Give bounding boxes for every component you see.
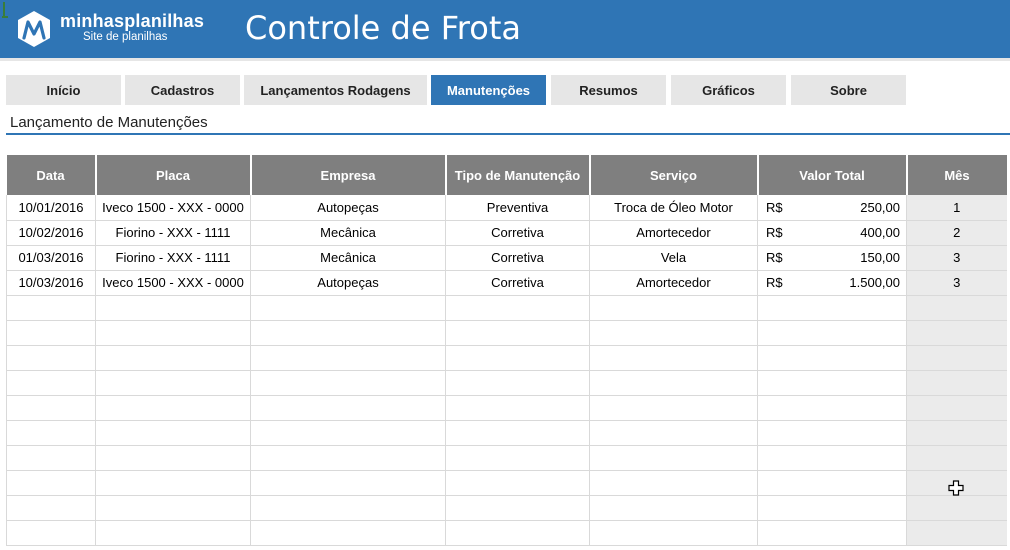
- empty-cell[interactable]: [590, 445, 758, 470]
- empty-row: [7, 420, 1007, 445]
- column-header-mes[interactable]: Mês: [907, 155, 1007, 195]
- empty-cell[interactable]: [590, 520, 758, 545]
- cell-servico[interactable]: Amortecedor: [590, 270, 758, 295]
- column-header-data[interactable]: Data: [7, 155, 96, 195]
- empty-cell[interactable]: [590, 420, 758, 445]
- empty-cell[interactable]: [251, 295, 446, 320]
- empty-cell[interactable]: [251, 320, 446, 345]
- cell-valor-total[interactable]: [758, 270, 907, 295]
- empty-cell[interactable]: [251, 345, 446, 370]
- empty-cell[interactable]: [7, 295, 96, 320]
- column-header-placa[interactable]: Placa: [96, 155, 251, 195]
- empty-cell[interactable]: [590, 345, 758, 370]
- currency-symbol: R$: [766, 199, 783, 215]
- empty-cell[interactable]: [251, 520, 446, 545]
- cell-valor-total[interactable]: [758, 245, 907, 270]
- table-row: [7, 220, 1007, 245]
- section-divider: [6, 133, 1010, 135]
- empty-cell[interactable]: [590, 370, 758, 395]
- page-title: Controle de Frota: [245, 9, 521, 47]
- empty-cell[interactable]: [758, 345, 907, 370]
- tab-lancamentos-rodagens[interactable]: Lançamentos Rodagens: [244, 75, 427, 105]
- cell-placa[interactable]: Fiorino - XXX - 1111: [96, 220, 251, 245]
- empty-cell[interactable]: [907, 295, 1007, 320]
- cell-tipo[interactable]: Preventiva: [446, 195, 590, 220]
- empty-cell[interactable]: [446, 520, 590, 545]
- cell-data[interactable]: 01/03/2016: [7, 245, 96, 270]
- empty-cell[interactable]: [907, 370, 1007, 395]
- cell-valor-amount: 150,00: [860, 250, 900, 265]
- cell-valor-total[interactable]: [758, 220, 907, 245]
- empty-cell[interactable]: [590, 395, 758, 420]
- cell-tipo[interactable]: Corretiva: [446, 270, 590, 295]
- empty-cell[interactable]: [7, 345, 96, 370]
- empty-row: [7, 445, 1007, 470]
- cell-mes[interactable]: 1: [907, 195, 1007, 220]
- column-header-servico[interactable]: Serviço: [590, 155, 758, 195]
- empty-cell[interactable]: [7, 520, 96, 545]
- empty-cell[interactable]: [96, 370, 251, 395]
- cell-mes[interactable]: 3: [907, 270, 1007, 295]
- tab-manutencoes[interactable]: Manutenções: [431, 75, 546, 105]
- cell-empresa[interactable]: Autopeças: [251, 195, 446, 220]
- empty-cell[interactable]: [446, 420, 590, 445]
- tab-resumos[interactable]: Resumos: [551, 75, 666, 105]
- cell-data[interactable]: 10/02/2016: [7, 220, 96, 245]
- empty-cell[interactable]: [251, 420, 446, 445]
- empty-cell[interactable]: [96, 320, 251, 345]
- empty-cell[interactable]: [96, 520, 251, 545]
- empty-cell[interactable]: [907, 395, 1007, 420]
- empty-cell[interactable]: [758, 370, 907, 395]
- empty-cell[interactable]: [758, 470, 907, 495]
- empty-cell[interactable]: [907, 445, 1007, 470]
- empty-cell[interactable]: [446, 345, 590, 370]
- empty-cell[interactable]: [907, 420, 1007, 445]
- currency-symbol: R$: [766, 250, 783, 265]
- empty-cell[interactable]: [907, 345, 1007, 370]
- table-body: [7, 195, 1007, 545]
- tab-inicio[interactable]: Início: [6, 75, 121, 105]
- cell-empresa[interactable]: Autopeças: [251, 270, 446, 295]
- empty-cell[interactable]: [446, 395, 590, 420]
- empty-cell[interactable]: [758, 495, 907, 520]
- empty-cell[interactable]: [446, 445, 590, 470]
- cell-tipo[interactable]: Corretiva: [446, 220, 590, 245]
- header-banner: [0, 0, 1010, 58]
- empty-cell[interactable]: [590, 320, 758, 345]
- empty-cell[interactable]: [96, 395, 251, 420]
- empty-cell[interactable]: [758, 320, 907, 345]
- empty-row: [7, 495, 1007, 520]
- cell-mes[interactable]: 2: [907, 220, 1007, 245]
- cell-valor-amount: 400,00: [860, 225, 900, 240]
- empty-cell[interactable]: [758, 445, 907, 470]
- empty-cell[interactable]: [96, 295, 251, 320]
- empty-cell[interactable]: [251, 470, 446, 495]
- cell-servico[interactable]: Amortecedor: [590, 220, 758, 245]
- cell-tipo[interactable]: Corretiva: [446, 245, 590, 270]
- table-row: [7, 270, 1007, 295]
- empty-cell[interactable]: [758, 395, 907, 420]
- empty-row: [7, 320, 1007, 345]
- cell-valor-total[interactable]: [758, 195, 907, 220]
- section-title: Lançamento de Manutenções: [10, 114, 208, 131]
- empty-cell[interactable]: [251, 445, 446, 470]
- cell-empresa[interactable]: Mecânica: [251, 245, 446, 270]
- empty-cell[interactable]: [7, 445, 96, 470]
- column-header-empresa[interactable]: Empresa: [251, 155, 446, 195]
- cell-data[interactable]: 10/03/2016: [7, 270, 96, 295]
- empty-cell[interactable]: [96, 470, 251, 495]
- table-row: [7, 195, 1007, 220]
- empty-row: [7, 370, 1007, 395]
- maintenance-table: [6, 155, 1007, 546]
- cell-empresa[interactable]: Mecânica: [251, 220, 446, 245]
- logo-subtitle: Site de planilhas: [83, 31, 168, 43]
- empty-row: [7, 520, 1007, 545]
- empty-row: [7, 470, 1007, 495]
- empty-row: [7, 295, 1007, 320]
- table-header-row: [7, 155, 1007, 195]
- cell-placa[interactable]: Fiorino - XXX - 1111: [96, 245, 251, 270]
- empty-cell[interactable]: [446, 495, 590, 520]
- cell-placa[interactable]: Iveco 1500 - XXX - 0000: [96, 195, 251, 220]
- column-header-tipo[interactable]: Tipo de Manutenção: [446, 155, 590, 195]
- empty-cell[interactable]: [7, 495, 96, 520]
- empty-cell[interactable]: [96, 420, 251, 445]
- empty-cell[interactable]: [907, 495, 1007, 520]
- empty-cell[interactable]: [907, 520, 1007, 545]
- empty-cell[interactable]: [96, 495, 251, 520]
- empty-cell[interactable]: [446, 320, 590, 345]
- empty-row: [7, 345, 1007, 370]
- minhasplanilhas-logo-icon: [16, 10, 52, 48]
- table-row: [7, 245, 1007, 270]
- text-cursor-icon: [2, 2, 8, 18]
- empty-cell[interactable]: [446, 470, 590, 495]
- empty-cell[interactable]: [907, 320, 1007, 345]
- cell-data[interactable]: 10/01/2016: [7, 195, 96, 220]
- column-header-valor-total[interactable]: Valor Total: [758, 155, 907, 195]
- header-divider: [0, 58, 1010, 61]
- empty-cell[interactable]: [590, 495, 758, 520]
- empty-cell[interactable]: [446, 370, 590, 395]
- empty-cell[interactable]: [758, 295, 907, 320]
- currency-symbol: R$: [766, 275, 783, 290]
- empty-cell[interactable]: [96, 345, 251, 370]
- cell-mes[interactable]: 3: [907, 245, 1007, 270]
- empty-cell[interactable]: [7, 320, 96, 345]
- empty-cell[interactable]: [758, 420, 907, 445]
- empty-cell[interactable]: [7, 395, 96, 420]
- tab-cadastros[interactable]: Cadastros: [125, 75, 240, 105]
- empty-cell[interactable]: [7, 370, 96, 395]
- tab-sobre[interactable]: Sobre: [791, 75, 906, 105]
- cell-valor-amount: 250,00: [860, 199, 900, 215]
- empty-cell[interactable]: [7, 420, 96, 445]
- currency-symbol: R$: [766, 225, 783, 240]
- cell-placa[interactable]: Iveco 1500 - XXX - 0000: [96, 270, 251, 295]
- empty-cell[interactable]: [251, 395, 446, 420]
- crosshair-cursor-icon: [948, 480, 964, 496]
- tab-graficos[interactable]: Gráficos: [671, 75, 786, 105]
- empty-cell[interactable]: [758, 520, 907, 545]
- empty-cell[interactable]: [96, 445, 251, 470]
- empty-row: [7, 395, 1007, 420]
- empty-cell[interactable]: [251, 495, 446, 520]
- empty-cell[interactable]: [251, 370, 446, 395]
- cell-servico[interactable]: Troca de Óleo Motor: [590, 195, 758, 220]
- empty-cell[interactable]: [590, 470, 758, 495]
- empty-cell[interactable]: [446, 295, 590, 320]
- logo-title: minhasplanilhas: [60, 11, 205, 31]
- cell-servico[interactable]: Vela: [590, 245, 758, 270]
- tab-bar: [0, 75, 1010, 105]
- empty-cell[interactable]: [590, 295, 758, 320]
- empty-cell[interactable]: [7, 470, 96, 495]
- cell-valor-amount: 1.500,00: [849, 275, 900, 290]
